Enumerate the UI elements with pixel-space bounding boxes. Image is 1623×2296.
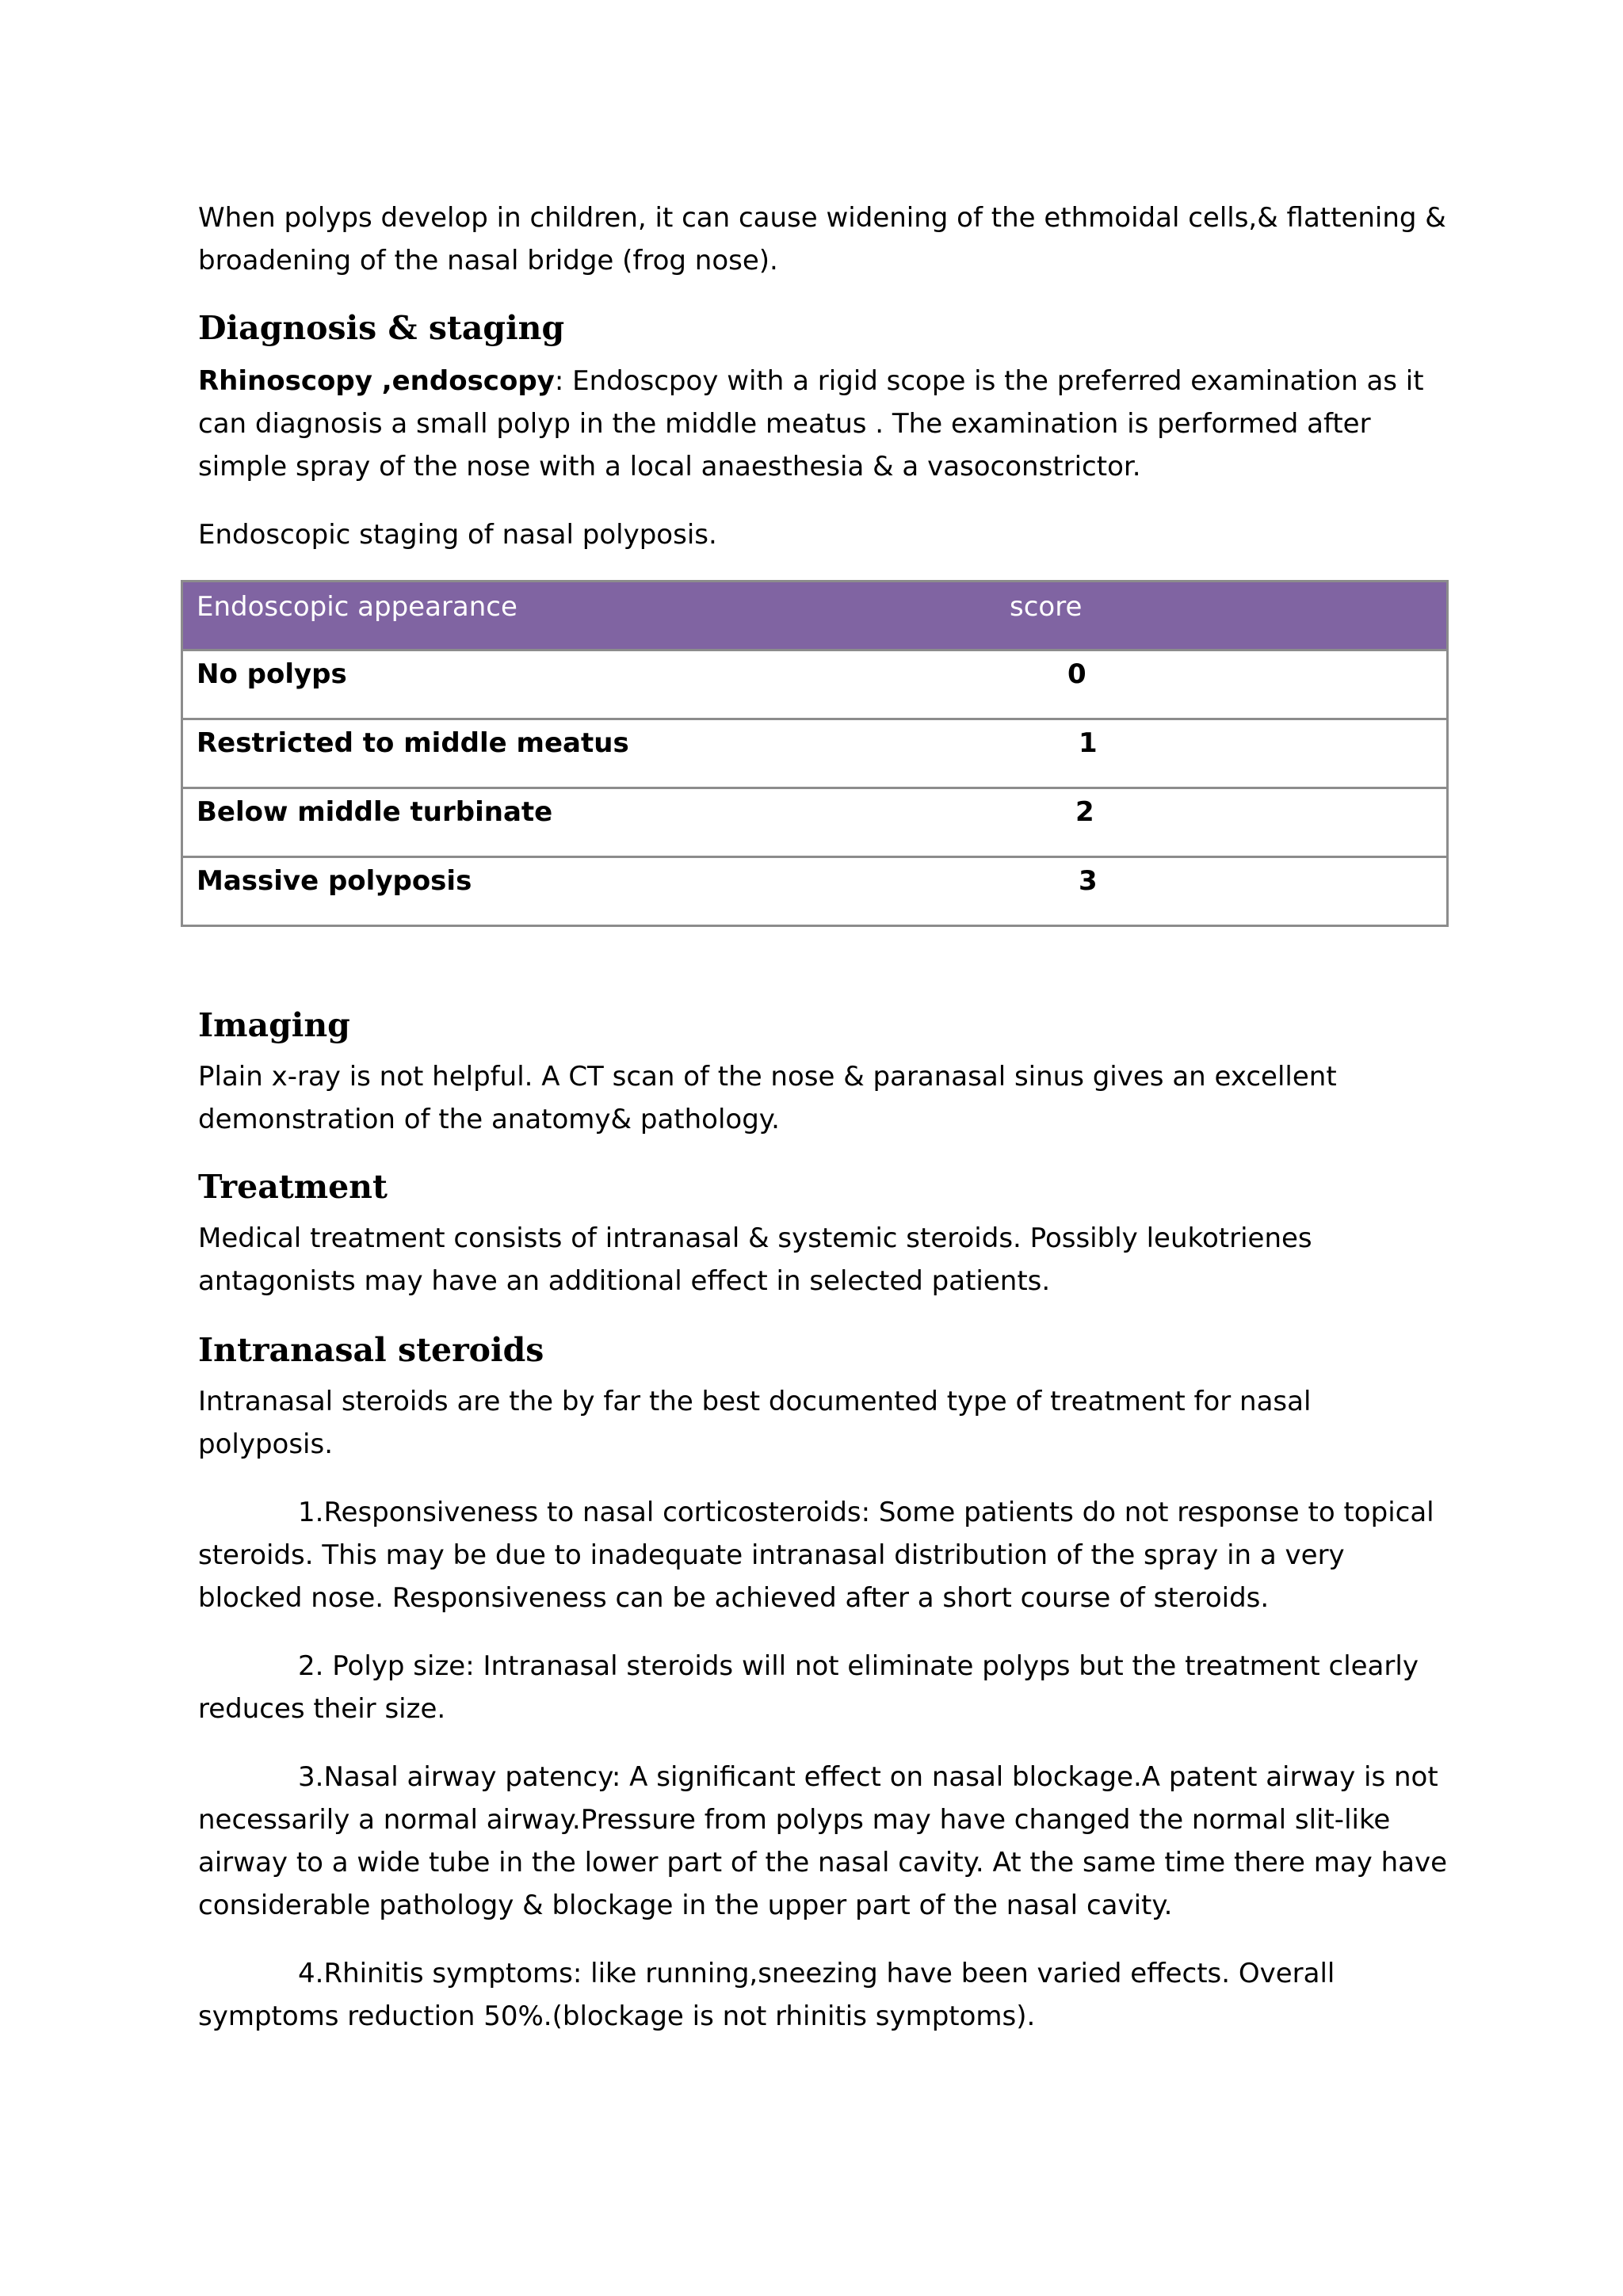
list-item: 1.Responsiveness to nasal corticosteroids: Some patients do not response to topical steroids. This may be due to inadequate intranasal distribution of the spray in a very blocked nose. Responsiveness can be achieved after a short course of steroids. bbox=[198, 1497, 1434, 1614]
list-item: 3.Nasal airway patency: A significant effect on nasal blockage.A patent airway is not necessarily a normal airway.Pressure from polyps may have changed the normal slit-like airway to a wide tube in the lower part of the nasal cavity. At the same time there may have considerable pathology & blockage in the upper part of the nasal cavity. bbox=[198, 1761, 1448, 1921]
list-item: 2. Polyp size: Intranasal steroids will not eliminate polyps but the treatment clearly reduces their size. bbox=[198, 1650, 1419, 1725]
table-row bbox=[183, 718, 1446, 787]
staging-caption: Endoscopic staging of nasal polyposis. bbox=[198, 519, 717, 551]
treatment-heading: Treatment bbox=[198, 1168, 388, 1206]
score-cell: 2 bbox=[1075, 796, 1094, 828]
header-appearance: Endoscopic appearance bbox=[197, 591, 517, 623]
rhinoscopy-text: : Endoscpoy with a rigid scope is the preferred examination as it can diagnosis a small polyp in the middle meatus . The examination is performed after simple spray of the nose with a local anaesthesia & a vasoconstrictor. bbox=[198, 365, 1424, 482]
score-cell: 0 bbox=[1067, 658, 1086, 690]
staging-table bbox=[181, 580, 1449, 927]
appearance-cell: Restricted to middle meatus bbox=[197, 727, 629, 759]
score-cell: 3 bbox=[1079, 865, 1098, 897]
appearance-cell: No polyps bbox=[197, 658, 347, 690]
staging-table-header bbox=[183, 582, 1446, 649]
document-body bbox=[198, 196, 1450, 2063]
appearance-cell: Below middle turbinate bbox=[197, 796, 553, 828]
intranasal-heading: Intranasal steroids bbox=[198, 1331, 544, 1369]
table-row bbox=[183, 856, 1446, 925]
list-item: 4.Rhinitis symptoms: like running,sneezing have been varied effects. Overall symptoms reduction 50%.(blockage is not rhinitis symptoms). bbox=[198, 1958, 1335, 2032]
treatment-paragraph: Medical treatment consists of intranasal & systemic steroids. Possibly leukotrienes antagonists may have an additional effect in selected patients. bbox=[198, 1222, 1312, 1297]
intro-paragraph: When polyps develop in children, it can cause widening of the ethmoidal cells,& flattening & broadening of the nasal bridge (frog nose). bbox=[198, 202, 1446, 277]
imaging-heading: Imaging bbox=[198, 1006, 350, 1044]
table-row bbox=[183, 649, 1446, 718]
intranasal-paragraph: Intranasal steroids are the by far the best documented type of treatment for nasal polyposis. bbox=[198, 1386, 1312, 1460]
header-score: score bbox=[1010, 591, 1083, 623]
diagnosis-heading: Diagnosis & staging bbox=[198, 309, 565, 347]
table-row bbox=[183, 787, 1446, 856]
rhinoscopy-term: Rhinoscopy ,endoscopy bbox=[198, 365, 555, 397]
appearance-cell: Massive polyposis bbox=[197, 865, 472, 897]
rhinoscopy-paragraph bbox=[198, 360, 1450, 488]
imaging-paragraph: Plain x-ray is not helpful. A CT scan of the nose & paranasal sinus gives an excellent demonstration of the anatomy& pathology. bbox=[198, 1061, 1337, 1135]
score-cell: 1 bbox=[1079, 727, 1098, 759]
